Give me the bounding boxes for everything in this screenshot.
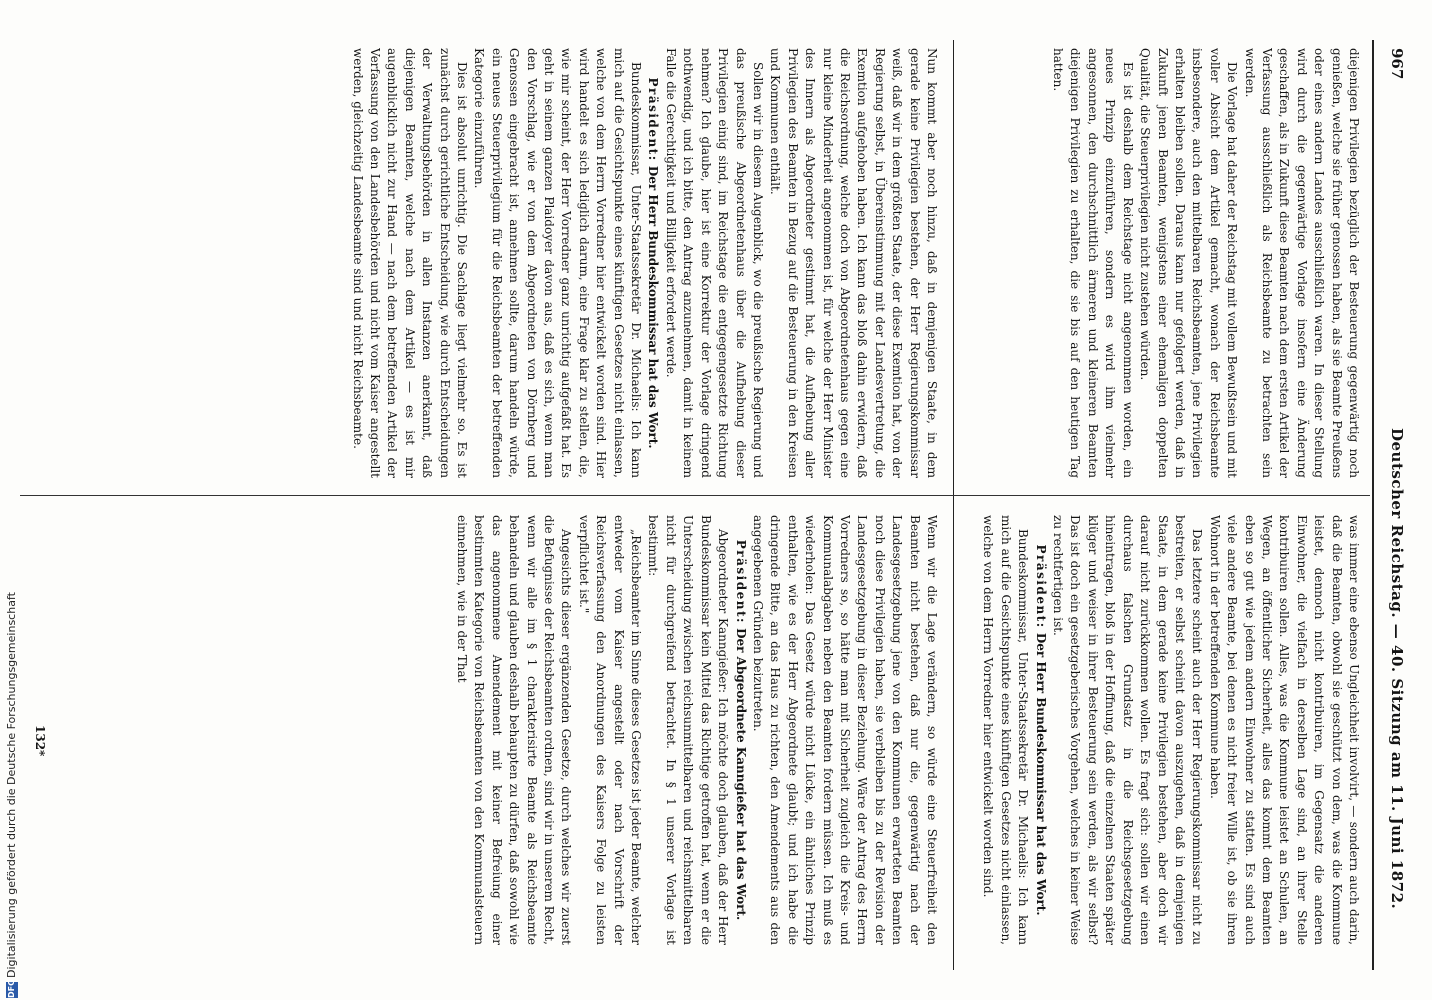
- paragraph: diejenigen Privilegien bezüglich der Besteuerung gegenwärtig noch genießen, welche sie früher genossen haben, als sie Beamte Preußens oder eines andern Landes ausschließlich waren. In dieser Stellung wird durch die gegenwärtige Vorlage insofern eine Änderung geschaffen, als in Zukunft diese Beamten nach dem ersten Artikel der Verfassung ausschließlich als Reichsbeamte zu betrachten sein werden.: [1242, 48, 1361, 478]
- middle-rule: [953, 40, 954, 970]
- speaker-heading-rest: Der Abgeordnete Kanngießer hat das Wort.: [733, 628, 748, 921]
- column-bottom-left: [20, 48, 940, 478]
- paragraph: Sollen wir in diesem Augenblick, wo die preußische Regierung und das preußische Abgeordnetenhaus über die Aufhebung dieser Privilegien einig sind, im Reichstage die entgegengesetzte Richtung nehmen? Ich glaube, hier ist eine Korrektur der Vorlage dringend nothwendig, und ich bitte, den Antrag anzunehmen, damit in keinem Falle die Gerechtigkeit und Billigkeit erfordert werde.: [663, 48, 765, 478]
- paragraph: „Reichsbeamter im Sinne dieses Gesetzes ist jeder Beamte, welcher entweder vom Kaiser angestellt oder nach Vorschrift der Reichsverfassung den Anordnungen des Kaisers Folge zu leisten verpflichtet ist.": [576, 515, 644, 945]
- speaker-heading: [731, 515, 748, 945]
- speaker-name: Präsident:: [646, 77, 661, 162]
- speaker-name: Präsident:: [1033, 544, 1048, 629]
- header-rule: [1372, 40, 1374, 970]
- paragraph: Bundeskommissar, Unter-Staatssekretär Dr. Michaelis: Ich kann mich auf die Gesichtspunkte eines künftigen Gesetzes nicht einlassen, welche von dem Herrn Vorredner hier entwickelt worden sind.: [981, 515, 1031, 945]
- digitization-text-wrapper: [2, 592, 22, 998]
- digitization-text: Digitalisierung gefördert durch die Deutsche Forschungsgemeinschaft: [5, 592, 18, 978]
- speaker-name: Präsident:: [733, 539, 748, 624]
- speaker-heading-rest: Der Herr Bundeskommissar hat das Wort.: [646, 165, 661, 449]
- digitization-note: [2, 592, 22, 998]
- dfg-logo-icon: DFG: [7, 979, 16, 998]
- paragraph: Nun kommt aber noch hinzu, daß in demjenigen Staate, in dem gerade keine Privilegien bestehen, der Herr Regierungskommissar weiß, daß wir in dem größten Staate, der diese Exemtion hat, von der Regierung selbst, in Übereinstimmung mit der Landesvertretung, die Exemtion aufgehoben haben. Ich kann das bloß dahin erwidern, daß die Reichsordnung, welche doch von Abgeordnetenhaus gegen eine nur kleine Minderheit angenommen ist, für welche der Herr Minister des Innern als Abgeordneter gestimmt hat, die Aufhebung aller Privilegien des Beamten in Bezug auf die Besteuerung in den Kreisen und Kommunen enthält.: [768, 48, 939, 478]
- paragraph: Angesichts dieser ergänzenden Gesetze, durch welches wir zuerst die Befugnisse der Reichsbeamten ordnen, sind wir in unserem Recht, wenn wir alle im § 1 charakterisirte Beamte als Reichsbeamte behandeln und glauben deshalb behaupten zu dürfen, daß sowohl wie das angenommene Amendement mit keiner Befreiung einer bestimmten Kategorie von Reichsbeamten von den Kommunalsteuern einnehmen, wie in der That: [455, 515, 574, 945]
- speaker-heading: [1031, 515, 1048, 945]
- column-bottom-right: [20, 515, 940, 945]
- paragraph: Es ist deshalb dem Reichstage nicht angenommen worden, ein neues Prinzip einzuführen, sondern es wird ihm vielmehr angesonnen, den durchschnittlich ärmeren und kleineren Beamten diejenigen Privilegien zu erhalten, die sie bis auf den heutigen Tag hatten.: [1051, 48, 1135, 478]
- page-header: [1380, 48, 1406, 958]
- signature-mark: 132*: [33, 725, 47, 757]
- paragraph: Die Vorlage hat daher der Reichstag mit vollem Bewußtsein und mit voller Absicht dem Artikel gemacht, wonach der Reichsbeamte insbesondere, auch den mittelbaren Reichsbeamten, jene Privilegien erhalten bleiben sollen. Daraus kann nur gefolgert werden, daß in Zukunft jenen Beamten, wenigstens einer ehemaligen doppelten Qualität, die Steuerprivilegien nicht zustehen würden.: [1138, 48, 1240, 478]
- paragraph: Dies ist absolut unrichtig. Die Sachlage liegt vielmehr so. Es ist zunächst durch gerichtliche Entscheidung, wie durch Entscheidungen der Verwaltungsbehörden in allen Instanzen anerkannt, daß diejenigen Beamten, welche nach dem Artikel — es ist mir augenblicklich nicht zur Hand — nach dem betreffenden Artikel der Verfassung von den Landesbehörden und nicht vom Kaiser angestellt werden, gleichzeitig Landesbeamte sind und nicht Reichsbeamte.: [350, 48, 470, 478]
- speaker-heading: [644, 48, 661, 478]
- paragraph: Wenn wir die Lage verändern, so würde eine Steuerfreiheit den Beamten nicht bestehen, daß nur die, gegenwärtig nach der Landesgesetzgebung jene von den Kommunen erwarteten Beamten noch diese Privilegien haben, sie verbleiben bis zu der Revision der Landesgesetzgebung in dieser Beziehung. Wäre der Antrag des Herrn Vorredners so, so hätte man mit Sicherheit zugleich die Kreis- und Kommunalabgaben neben den Beamten fordern müssen. Ich muß es wiederholen: Das Gesetz würde nicht Lücke, ein ähnliches Prinzip enthalten, wie es der Herr Abgeordnete glaubt; und ich habe die dringende Bitte, an das Haus zu richten, den Amendements aus den angegebenen Gründen beizutreten.: [750, 515, 939, 945]
- paragraph: Das letztere scheint auch der Herr Regierungskommissar nicht zu bestreiten, er selbst scheint davon auszugehen, daß in demjenigen Staate, in dem gerade keine Privilegien bestehen, aber doch wir darauf nicht zurückkommen wollen. Es fragt sich: sollen wir einen durchaus falschen Grundsatz in die Reichsgesetzgebung hineintragen, bloß in der Hoffnung, daß die einzelnen Staaten später klüger und weiser in ihrer Besteuerung sein werden, als wir selbst? Das ist doch ein gesetzgeberisches Vorgehen, welches in keiner Weise zu rechtfertigen ist.: [1051, 515, 1205, 945]
- running-head: Deutscher Reichstag. — 40. Sitzung am 11. Juni 1872.: [1388, 428, 1406, 910]
- column-top-right: [962, 515, 1362, 945]
- speaker-heading-rest: Der Herr Bundeskommissar hat das Wort.: [1033, 632, 1048, 916]
- column-separator: [20, 495, 1370, 496]
- paragraph: was immer eine ebenso Ungleichheit involvirt, — sondern auch darin, daß die Beamten, obwohl sie geschützt von dem, was die Kommune leistet, dennoch nicht kontribuiren, im Gegensatz die anderen Einwohner, die vielfach in derselben Lage sind, an ihrer Stelle kontribuiren sollen. Alles, was die Kommune leistet an Schulen, an Wegen, an öffentlicher Sicherheit, alles das kommt dem Beamten eben so gut wie jedem andern Einwohner zu statten. Es sind auch viele andere Beamte, bei denen es nicht freier Wille ist, ob sie ihren Wohnort in der betreffenden Kommune haben.: [1207, 515, 1361, 945]
- paragraph: Bundeskommissar, Unter-Staatssekretär Dr. Michaelis: Ich kann mich auf die Gesichtspunkte eines künftigen Gesetzes nicht einlassen, welche von dem Herrn Vorredner hier entwickelt worden sind. Hier wird handelt es sich lediglich darum, eine Frage klar zu stellen, die, wie mir scheint, der Herr Vorredner ganz unrichtig aufgefaßt hat. Es geht in seinem ganzen Plaidoyer davon aus, daß es sich, wenn man den Vorschlag, wie er von dem Abgeordneten von Dörnberg und Genossen eingebracht ist, annehmen sollte, darum handeln würde, ein neues Steuerprivilegium für die Reichsbeamten der betreffenden Kategorie einzuführen.: [472, 48, 644, 478]
- page-number: 967: [1388, 48, 1406, 80]
- paragraph: Abgeordneter Kanngießer: Ich möchte doch glauben, daß der Herr Bundeskommissar kein Mittel das Richtige getroffen hat, wenn er die Unterscheidung zwischen reichsunmittelbaren und reichsmittelbaren nicht für durchgreifend betrachtet. In § 1 unserer Vorlage ist bestimmt:: [646, 515, 731, 945]
- column-top-left: [962, 48, 1362, 478]
